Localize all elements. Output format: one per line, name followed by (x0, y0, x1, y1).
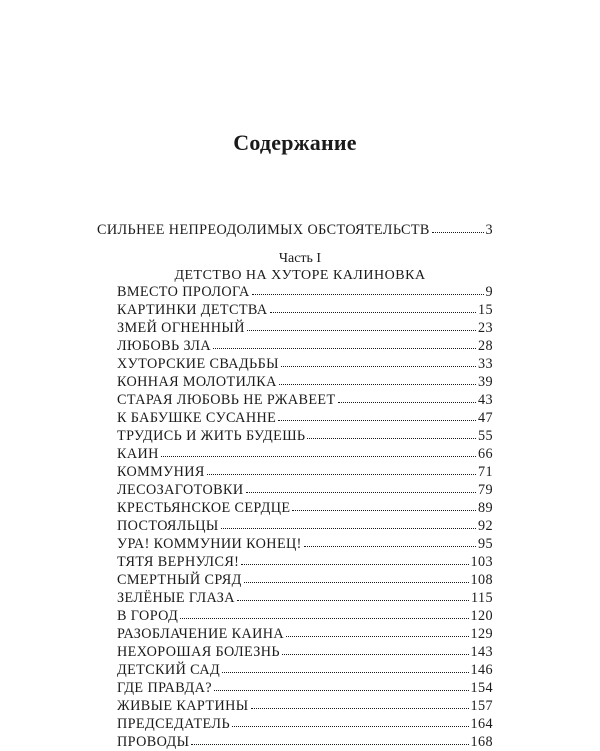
toc-entry-page: 92 (478, 518, 493, 534)
toc-entry-page: 146 (470, 662, 493, 678)
toc-entry-page: 23 (478, 320, 493, 336)
toc-entry-title: КОММУНИЯ (117, 464, 205, 480)
dot-leader (338, 392, 476, 404)
toc-entry[interactable] (117, 589, 493, 607)
toc-entry[interactable] (117, 373, 493, 391)
toc-entry-page: 33 (478, 356, 493, 372)
toc-entry-page: 3 (485, 222, 493, 238)
toc-entry-title: НЕХОРОШАЯ БОЛЕЗНЬ (117, 644, 280, 660)
toc-entry-page: 79 (478, 482, 493, 498)
dot-leader (279, 374, 476, 386)
toc-entry[interactable] (117, 715, 493, 733)
dot-leader (307, 428, 476, 440)
toc-entry-page: 164 (470, 716, 493, 732)
toc-entry[interactable] (117, 463, 493, 481)
dot-leader (180, 608, 468, 620)
toc-entry[interactable] (117, 391, 493, 409)
dot-leader (251, 698, 469, 710)
part-label: Часть I (278, 251, 322, 266)
toc-entry-title: УРА! КОММУНИИ КОНЕЦ! (117, 536, 302, 552)
toc-entry-page: 47 (478, 410, 493, 426)
toc-entry-page: 9 (485, 284, 493, 300)
toc-entry-page: 71 (478, 464, 493, 480)
toc-entry-page: 115 (471, 590, 493, 606)
toc-entry-title: В ГОРОД (117, 608, 179, 624)
toc-entry-title: СМЕРТНЫЙ СРЯД (117, 572, 242, 588)
dot-leader (304, 536, 476, 548)
toc-entry-page: 95 (478, 536, 493, 552)
toc-entry-title: ВМЕСТО ПРОЛОГА (117, 284, 250, 300)
toc-entry-title: ДЕТСКИЙ САД (117, 662, 221, 678)
dot-leader (161, 446, 476, 458)
dot-leader (207, 464, 476, 476)
toc-entry[interactable] (117, 643, 493, 661)
toc-entry-title: КОННАЯ МОЛОТИЛКА (117, 374, 277, 390)
dot-leader (191, 734, 468, 746)
toc-entry-title: ЖИВЫЕ КАРТИНЫ (117, 698, 249, 714)
dot-leader (281, 356, 476, 368)
dot-leader (232, 716, 469, 728)
toc-entry-page: 55 (478, 428, 493, 444)
toc-entry-title: ПРЕДСЕДАТЕЛЬ (117, 716, 230, 732)
toc-entry-page: 103 (470, 554, 493, 570)
dot-leader (244, 572, 469, 584)
toc-entry-page: 108 (470, 572, 493, 588)
dot-leader (278, 410, 476, 422)
toc-entry-intro[interactable] (97, 221, 493, 239)
toc-entry[interactable] (117, 445, 493, 463)
dot-leader (270, 302, 476, 314)
toc-entry-page: 39 (478, 374, 493, 390)
toc-entry-title: СИЛЬНЕЕ НЕПРЕОДОЛИМЫХ ОБСТОЯТЕЛЬСТВ (97, 222, 430, 238)
toc-list (117, 283, 493, 751)
toc-entry[interactable] (117, 481, 493, 499)
toc-entry-page: 66 (478, 446, 493, 462)
toc-entry[interactable] (117, 427, 493, 445)
dot-leader (252, 284, 484, 296)
dot-leader (246, 482, 476, 494)
dot-leader (432, 222, 484, 234)
toc-entry-title: ХУТОРСКИЕ СВАДЬБЫ (117, 356, 279, 372)
part-header (0, 250, 600, 284)
toc-entry[interactable] (117, 571, 493, 589)
dot-leader (286, 626, 468, 638)
toc-entry[interactable] (117, 733, 493, 751)
toc-entry[interactable] (117, 337, 493, 355)
toc-entry[interactable] (117, 535, 493, 553)
toc-entry-title: ЛЮБОВЬ ЗЛА (117, 338, 212, 354)
toc-entry-title: СТАРАЯ ЛЮБОВЬ НЕ РЖАВЕЕТ (117, 392, 336, 408)
toc-entry[interactable] (117, 499, 493, 517)
toc-entry[interactable] (117, 607, 493, 625)
toc-entry[interactable] (117, 355, 493, 373)
toc-entry[interactable] (117, 553, 493, 571)
toc-entry-page: 89 (478, 500, 493, 516)
toc-entry-title: ТРУДИСЬ И ЖИТЬ БУДЕШЬ (117, 428, 306, 444)
dot-leader (222, 662, 468, 674)
toc-entry-page: 129 (470, 626, 493, 642)
toc-entry-page: 28 (478, 338, 493, 354)
toc-entry[interactable] (117, 319, 493, 337)
dot-leader (237, 590, 469, 602)
dot-leader (221, 518, 476, 530)
toc-entry[interactable] (117, 409, 493, 427)
toc-entry-page: 120 (470, 608, 493, 624)
toc-entry-title: КАРТИНКИ ДЕТСТВА (117, 302, 268, 318)
dot-leader (213, 338, 476, 350)
toc-entry-page: 154 (470, 680, 493, 696)
page-title: Содержание (233, 130, 357, 155)
toc-entry[interactable] (117, 517, 493, 535)
toc-entry-title: ЗМЕЙ ОГНЕННЫЙ (117, 320, 245, 336)
dot-leader (282, 644, 469, 656)
toc-entry-title: РАЗОБЛАЧЕНИЕ КАИНА (117, 626, 285, 642)
toc-entry-title: ЛЕСОЗАГОТОВКИ (117, 482, 244, 498)
toc-entry[interactable] (117, 697, 493, 715)
toc-entry-title: К БАБУШКЕ СУСАННЕ (117, 410, 277, 426)
toc-entry-title: ГДЕ ПРАВДА? (117, 680, 212, 696)
dot-leader (247, 320, 476, 332)
toc-entry[interactable] (117, 679, 493, 697)
dot-leader (292, 500, 476, 512)
toc-entry[interactable] (117, 283, 493, 301)
toc-entry-title: ТЯТЯ ВЕРНУЛСЯ! (117, 554, 240, 570)
dot-leader (241, 554, 468, 566)
toc-entry-page: 157 (470, 698, 493, 714)
dot-leader (214, 680, 469, 692)
part-title: ДЕТСТВО НА ХУТОРЕ КАЛИНОВКА (174, 268, 426, 283)
toc-entry-title: ПОСТОЯЛЬЦЫ (117, 518, 219, 534)
toc-entry-title: КАИН (117, 446, 159, 462)
toc-entry-page: 143 (470, 644, 493, 660)
toc-entry-page: 43 (478, 392, 493, 408)
toc-entry[interactable] (117, 661, 493, 679)
toc-entry-title: КРЕСТЬЯНСКОЕ СЕРДЦЕ (117, 500, 291, 516)
toc-entry-title: ПРОВОДЫ (117, 734, 190, 750)
toc-entry-page: 15 (478, 302, 493, 318)
toc-entry-title: ЗЕЛЁНЫЕ ГЛАЗА (117, 590, 235, 606)
toc-entry[interactable] (117, 625, 493, 643)
toc-entry[interactable] (117, 301, 493, 319)
toc-entry-page: 168 (470, 734, 493, 750)
